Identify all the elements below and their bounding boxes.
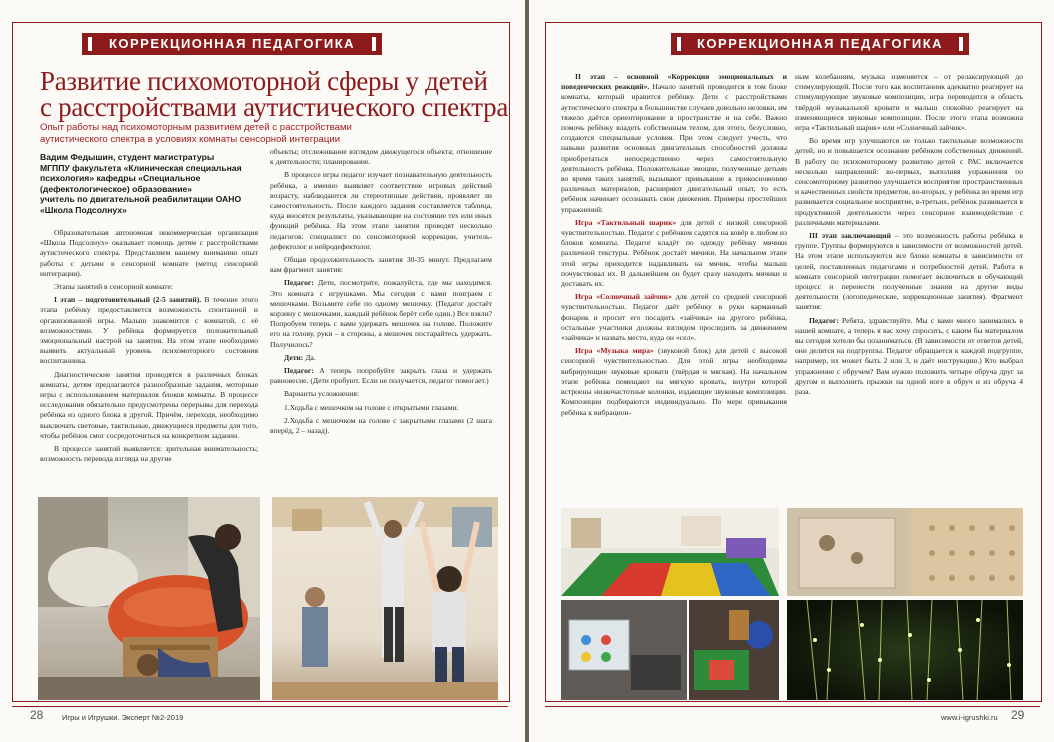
article-title-line2: с расстройствами аутистического спектра (40, 92, 509, 122)
photo-green-panel (689, 600, 779, 700)
article-subtitle: Опыт работы над психомоторным развитием детей с расстройствами аутистического спектра в условиях комнаты сенсорной интеграции (40, 122, 352, 145)
speaker-label: Педагог: (284, 278, 314, 288)
paragraph-text: для детей со средней сенсорной чувствительностью. Педагог даёт ребёнку в руки карманный фонарик и просит его посадить «зайчика» на другого ребёнка, остальные участники должны взглядом проследить за движением «зайчика» и назвать место, куда он «сел». (561, 292, 787, 343)
author-line: психология» кафедры «Специальное (40, 173, 201, 184)
paragraph-text: В течение этого этапа ребёнку предоставляется возможность спонтанной и организованной игры. Малыш знакомится с комнатой, с её возможностями. У ребёнка формируется положительный эмоциональный настрой на занятия. На этом этапе необходимо выявить актуальный уровень психомоторного состояния воспитанника. (40, 295, 258, 366)
author-block (40, 152, 270, 216)
author-line: учитель по двигательной реабилитации ОАНО (40, 194, 242, 205)
photo-illustration (787, 600, 1023, 700)
photo-illustration (272, 497, 498, 700)
paragraph-text: Дети, посмотрите, пожалуйста, где мы находимся. Это комната с игрушками. Мы сегодня с вами поиграем с мешочками. Возьмите себе по одному мешочку. (Педагог достаёт корзину с мешочками, каждый ребёнок берёт себе один.) Все взяли? Попробуем теперь с вами удержать мешочек на голове. Положите его на голову, руки – в стороны, а мешочек постарайтесь удержать. Получилось? (270, 278, 492, 349)
paragraph: Варианты усложнения: (284, 389, 360, 399)
paragraph (270, 366, 492, 386)
paragraph: В процессе игры педагог изучает познавательную деятельность ребёнка, а именно выявляет соответствие игровых действий возрасту, наблюдаются ли стереотипные действия, проявляет ли самостоятельность. После каждого задания составляется таблица, куда вносятся результаты, указывающие на состояние тех или иных функций ребёнка. На этом этапе занятия проводят несколько педагогов: специалист по сенсомоторной коррекции, учитель-дефектолог и нейродефектолог. (270, 170, 492, 251)
website: www.i-igrushki.ru (941, 713, 998, 722)
page-number-left: 28 (30, 708, 44, 722)
author-line: МГППУ факультета «Клиническая специальная (40, 162, 242, 173)
photo-illustration (561, 508, 779, 596)
paragraph: Общая продолжительность занятия 30-35 минут. Предлагаем вам фрагмент занятия: (270, 255, 492, 275)
paragraph: 2.Ходьба с мешочком на голове с закрытыми глазами (2 шага вперёд, 2 – назад). (270, 415, 492, 436)
paragraph (270, 353, 492, 363)
paragraph (561, 72, 787, 215)
game-title: Игра «Музыка мира» (575, 346, 654, 356)
paragraph-text: Да. (303, 352, 316, 362)
speaker-label: Дети: (284, 352, 304, 362)
stage-heading: I этап – подготовительный (2-5 занятий). (54, 295, 202, 305)
section-header-left: КОРРЕКЦИОННАЯ ПЕДАГОГИКА (82, 33, 382, 55)
paragraph (270, 278, 492, 349)
photo-child-on-exercise-ball (38, 497, 260, 700)
photo-sensory-room-floor (561, 508, 779, 596)
photo-illustration (561, 600, 687, 700)
paragraph-text: Начало занятий проводится в том блоке комнаты, который нравится ребёнку. Дети с расстройствами аутистического спектра в большинстве случаев довольно неловки, им тяжело даётся ориентирование в пространстве и на себе. Важно помочь ребёнку владеть собственным телом, для этого, безусловно, создаются специальные условия. При этом следует учесть, что навыки развития основных двигательных способностей должны приобретаться непосредственно через самостоятельную деятельность ребёнка. Положительные эмоции, полученные детьми во время таких занятий, вызывают привыкание к прикосновению различных материалов, расширяют двигательный опыт, то есть ребёнок начинает осознавать свои движения. Примеры простейших упражнений: (561, 82, 787, 214)
photo-children-raising-hands (272, 497, 498, 700)
paragraph-text: Ребята, здравствуйте. Мы с вами много занимались в нашей комнате, а теперь я вас хочу спросить, с каким бы материалом вы сегодня хотели бы позаниматься. (В зависимости от ответов детей, они делятся на подгруппы. Педагог обращается к каждой подгруппе, например, их может быть 2 или 3, и даёт инструкцию.) Кто выбрал упражнение с обручем? Вам нужно положить четыре обруча друг за другом и выполнить прыжки на одной ноге в обруч и из обруча 4 раза. (795, 315, 1023, 397)
stage-heading: III этап заключающий (809, 231, 891, 241)
magazine-name: Игры и Игрушки. Эксперт №2-2019 (62, 713, 184, 722)
photo-illustration (38, 497, 260, 700)
stage-heading: II этап – основной «Коррекция эмоциональных и поведенческих реакций». (561, 72, 787, 92)
paragraph (561, 292, 787, 343)
paragraph-text: (звуковой блок) для детей с высокой сенсорной чувствительностью. Для этой игры необходимы вибрирующие звуковые кровати (твёрдая и мягкая). На начальном этапе ребёнка помещают на мягкую кровать, внутри которой встроены низкочастотные колонки, издающие звуковые композиции. Композиции подбираются индивидуально. По мере привыкания ребёнка к вибрацион- (561, 346, 787, 417)
right-column-1 (561, 72, 787, 506)
left-page (0, 0, 525, 742)
photo-sensory-equipment-table (561, 600, 687, 700)
footer-rule-left (12, 706, 508, 707)
article-title (40, 68, 510, 120)
game-title: Игра «Солнечный зайчик» (575, 292, 672, 302)
paragraph (795, 231, 1023, 313)
right-column-2 (795, 72, 1023, 506)
speaker-label: Педагог: (809, 315, 839, 325)
section-header-right: КОРРЕКЦИОННАЯ ПЕДАГОГИКА (671, 33, 969, 55)
paragraph: Образовательная автономная некоммерческая организация «Школа Подсолнух» оказывает помощь детям с расстройствами аутистического спектра. Представляем вашему вниманию опыт работы с детьми в сенсорной комнате (метод сенсорной интеграции). (40, 228, 258, 278)
author-line: «Школа Подсолнух» (40, 204, 127, 215)
right-page (529, 0, 1054, 742)
game-title: Игра «Тактильный шарик» (575, 217, 677, 227)
left-column-1 (40, 228, 258, 490)
page-number-right: 29 (1011, 708, 1025, 722)
paragraph: Этапы занятий в сенсорной комнате: (54, 282, 173, 292)
photo-illustration (689, 600, 779, 700)
paragraph-text: А теперь попробуйте закрыть глаза и удержать равновесие. (Дети пробуют. Если не получается, педагог помогает.) (270, 366, 492, 386)
paragraph: Диагностические занятия проводятся в различных блоках комнаты, детям предлагаются разнообразные задания, моторные игры с использованием материалов блоков комнаты. В процессе исследования обязательно предусмотрены перерывы для перехода ребёнка из одного блока в другой. Причём, переходя, необходимо выключать световые, тактильные, движущиеся предметы для того, чтобы ребёнок смог сосредоточиться на конкретном задании. (40, 369, 258, 440)
paragraph: объекты; отслеживание взглядом движущегося объекта; отношение к деятельности; планирование. (270, 147, 492, 167)
footer-rule-right (545, 706, 1040, 707)
speaker-label: Педагог: (284, 366, 314, 376)
author-line: Вадим Федышин, студент магистратуры (40, 152, 215, 162)
paragraph (40, 295, 258, 366)
paragraph-text: для детей с низкой сенсорной чувствительностью. Педагог с ребёнком садятся на ковёр в любом из блоков комнаты. Педагог кладёт по одежду ребёнку мячики различной текстуры. Ребёнок достаёт мячики. На начальном этапе этой игры приходится надавливать на мячик, чтобы малыш почувствовал их. В дальнейшем он будет сразу находить мячики и доставать их. (561, 217, 787, 289)
paragraph: В процессе занятий выявляется: зрительная внимательность; возможность перевода взгляда на другие (40, 444, 258, 464)
photo-tactile-wall-panel (787, 508, 1023, 596)
photo-fiber-optic-lights (787, 600, 1023, 700)
paragraph: ным колебаниям, музыка изменяется – от релаксирующей до стимулирующей. После того как воспитанник адекватно реагирует на стимулирующие звуковые композиции, игра переводится в область твёрдой музыкальной кровати и малыш спокойно реагирует на изменяющиеся звуковые композиции. После этого этапа возможна игра «Тактильный шарик» или «Солнечный зайчик». (795, 72, 1023, 133)
paragraph: 1.Ходьба с мешочком на голове с открытыми глазами. (284, 402, 459, 412)
paragraph: Во время игр улучшаются не только тактильные возможности детей, но и повышается осознание ребёнком собственных движений. В работу по психомоторному развитию детей с РАС включается несколько направлений: во-первых, выполняя упражнения по сенсомоторному развитию улучшается восприятие пространственных и качественных свойств предметов, во-вторых, у ребёнка во время игр развивается социальное восприятие, в-третьих, ребёнок развивается в продуктивной деятельности через сенсорное взаимодействие с различными материалами. (795, 136, 1023, 227)
photo-illustration (787, 508, 1023, 596)
left-column-2 (270, 147, 492, 490)
paragraph (795, 316, 1023, 398)
author-line: (дефектологическое) образование» (40, 183, 193, 194)
paragraph (561, 218, 787, 289)
article-title-line1: Развитие психомоторной сферы у детей (40, 66, 488, 96)
paragraph-text: – это возможность работы ребёнка в группе. Группы формируются в зависимости от возможностей детей. На этом этапе используются все блоки комнаты в зависимости от целей, поставленных педагогами и потребностей детей. Работа в комнате сенсорной интеграции помогает включиться в обучающий процесс и перенести полученные знания на другие виды деятельности (логопедические, коррекционные занятия). Фрагмент занятия: (795, 231, 1023, 312)
paragraph (561, 346, 787, 417)
